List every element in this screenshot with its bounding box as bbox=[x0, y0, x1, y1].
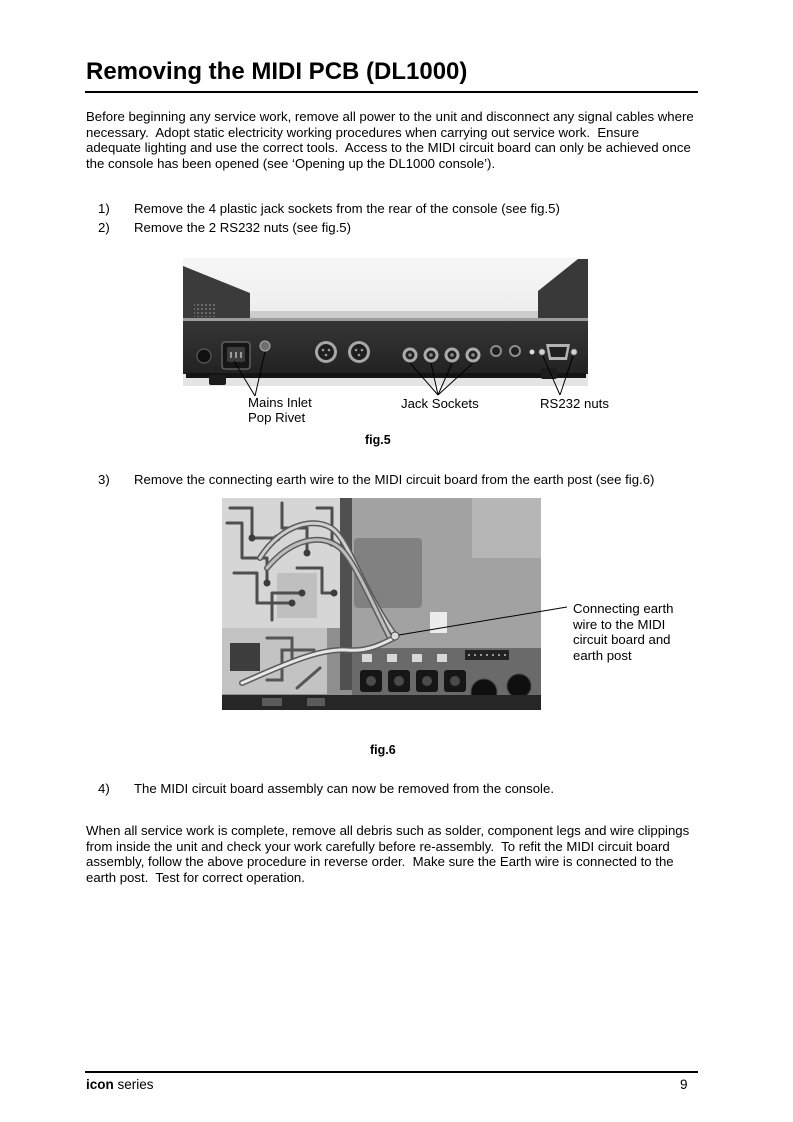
step-1 bbox=[0, 201, 793, 217]
board-jack-socket bbox=[388, 670, 410, 692]
footer-rule bbox=[85, 1071, 698, 1073]
jack-hole bbox=[394, 676, 404, 686]
pcb-component bbox=[387, 654, 397, 662]
fig6-pcb-photo bbox=[222, 498, 572, 711]
header-pin bbox=[468, 654, 470, 656]
board-jack-socket bbox=[416, 670, 438, 692]
header-pin bbox=[504, 654, 506, 656]
board-jack-socket bbox=[444, 670, 466, 692]
label-rs232-nuts: RS232 nuts bbox=[540, 396, 609, 411]
solder-pad bbox=[249, 535, 256, 542]
pop-rivet bbox=[260, 341, 270, 351]
label-pop-rivet: Pop Rivet bbox=[248, 410, 306, 425]
fig5-caption: fig.5 bbox=[365, 433, 391, 447]
closing-line: earth post. Test for correct operation. bbox=[86, 869, 305, 885]
jack-socket-contact bbox=[450, 353, 454, 357]
chassis-bottom-lip bbox=[186, 373, 586, 378]
midi-connector bbox=[507, 674, 531, 698]
din-face bbox=[492, 347, 500, 355]
chassis-interior-highlight bbox=[472, 498, 541, 558]
step-text: Remove the 2 RS232 nuts (see fig.5) bbox=[134, 220, 351, 235]
callout-line: circuit board and bbox=[573, 632, 671, 647]
chassis-shadow bbox=[354, 538, 422, 608]
solder-pad bbox=[264, 580, 271, 587]
jack-hole bbox=[366, 676, 376, 686]
pcb-component bbox=[437, 654, 447, 662]
jack-socket bbox=[424, 348, 439, 363]
midi-din-socket bbox=[490, 345, 502, 357]
page-number: 9 bbox=[680, 1077, 688, 1092]
footer-brand-rest: series bbox=[117, 1077, 154, 1092]
mains-pin bbox=[235, 352, 237, 358]
step-2 bbox=[0, 220, 793, 236]
rs232-nut bbox=[571, 349, 577, 355]
step-3 bbox=[0, 472, 793, 488]
mains-pin bbox=[240, 352, 242, 358]
earth-post bbox=[391, 632, 399, 640]
intro-line: adequate lighting and use the correct tools. Access to the MIDI circuit board can only be achieved once bbox=[86, 140, 691, 155]
closing-line: from inside the unit and check your work carefully before re-assembly. To refit the MIDI circuit board bbox=[86, 838, 670, 854]
jack-socket bbox=[466, 348, 481, 363]
label-jack-sockets: Jack Sockets bbox=[401, 396, 479, 411]
header-pin bbox=[480, 654, 482, 656]
step-4 bbox=[0, 781, 793, 797]
xlr-pin bbox=[358, 354, 361, 357]
step-number: 4) bbox=[98, 781, 110, 796]
chassis-fixing bbox=[262, 698, 282, 706]
callout-line: earth post bbox=[573, 647, 632, 663]
closing-line: assembly, follow the above procedure in reverse order. Make sure the Earth wire is connected to the bbox=[86, 854, 674, 869]
callout-line: Connecting earth bbox=[573, 601, 674, 616]
header-pin bbox=[474, 654, 476, 656]
header-pin bbox=[486, 654, 488, 656]
xlr-face bbox=[318, 344, 334, 360]
header-pin bbox=[492, 654, 494, 656]
component-block bbox=[230, 643, 260, 671]
jack-socket bbox=[403, 348, 418, 363]
board-edge bbox=[340, 498, 352, 690]
xlr-pin bbox=[361, 349, 364, 352]
intro-line: Before beginning any service work, remove all power to the unit and disconnect any signal cables where bbox=[86, 109, 694, 124]
board-jack-socket bbox=[360, 670, 382, 692]
closing-paragraph bbox=[86, 823, 689, 885]
rubber-foot bbox=[209, 375, 226, 385]
intro-paragraph bbox=[86, 109, 694, 171]
xlr-pin bbox=[322, 349, 325, 352]
solder-pad bbox=[299, 590, 306, 597]
step-text: Remove the 4 plastic jack sockets from the rear of the console (see fig.5) bbox=[134, 201, 560, 216]
power-switch bbox=[197, 349, 211, 363]
intro-line: the console has been opened (see ‘Opening up the DL1000 console’). bbox=[86, 155, 496, 171]
jack-socket-contact bbox=[471, 353, 475, 357]
fig6-callout bbox=[573, 601, 673, 663]
rs232-face bbox=[549, 347, 567, 357]
xlr-connector bbox=[348, 341, 370, 363]
footer-brand bbox=[86, 1077, 154, 1093]
xlr-pin bbox=[355, 349, 358, 352]
panel-screw bbox=[530, 350, 535, 355]
step-number: 3) bbox=[98, 472, 110, 487]
solder-pad bbox=[304, 550, 311, 557]
rs232-nut bbox=[539, 349, 545, 355]
pcb-component bbox=[412, 654, 422, 662]
din-face bbox=[511, 347, 519, 355]
jack-socket-contact bbox=[429, 353, 433, 357]
footer-brand-bold: icon bbox=[86, 1077, 114, 1092]
closing-line: When all service work is complete, remove all debris such as solder, component legs and wire clippings bbox=[86, 823, 690, 838]
jack-socket-contact bbox=[408, 353, 412, 357]
xlr-pin bbox=[328, 349, 331, 352]
intro-line: necessary. Adopt static electricity working procedures when carrying out service work. Ensure bbox=[86, 124, 640, 140]
xlr-connector bbox=[315, 341, 337, 363]
step-text: The MIDI circuit board assembly can now be removed from the console. bbox=[134, 781, 554, 796]
fig5-rear-panel-photo bbox=[180, 255, 620, 401]
vent-grille bbox=[194, 302, 216, 317]
chassis-top-lip bbox=[250, 311, 538, 319]
step-number: 2) bbox=[98, 220, 110, 235]
pcb-component bbox=[362, 654, 372, 662]
jack-hole bbox=[450, 676, 460, 686]
step-text: Remove the connecting earth wire to the MIDI circuit board from the earth post (see fig.6) bbox=[134, 472, 655, 487]
mains-pin bbox=[230, 352, 232, 358]
title-rule bbox=[85, 91, 698, 93]
callout-line: wire to the MIDI bbox=[573, 616, 666, 632]
fig6-caption: fig.6 bbox=[370, 743, 396, 757]
step-number: 1) bbox=[98, 201, 110, 216]
header-pin bbox=[498, 654, 500, 656]
jack-socket bbox=[445, 348, 460, 363]
jack-hole bbox=[422, 676, 432, 686]
copper-pour bbox=[277, 573, 317, 618]
page-title: Removing the MIDI PCB (DL1000) bbox=[86, 58, 468, 85]
rear-panel-edge bbox=[183, 318, 588, 321]
chassis-fixing bbox=[307, 698, 325, 706]
solder-pad bbox=[331, 590, 338, 597]
xlr-pin bbox=[325, 354, 328, 357]
label-mains-inlet: Mains Inlet bbox=[248, 395, 312, 410]
solder-pad bbox=[289, 600, 296, 607]
midi-din-socket bbox=[509, 345, 521, 357]
xlr-face bbox=[351, 344, 367, 360]
